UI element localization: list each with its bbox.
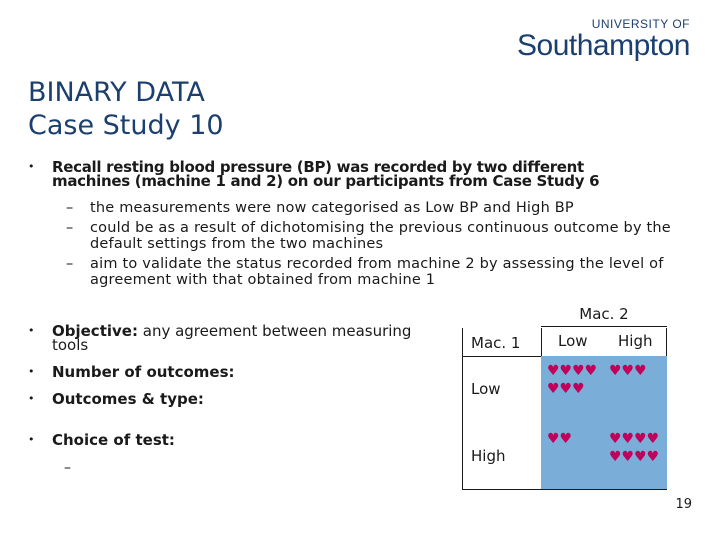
sub-bullet-item: – the measurements were now categorised as Low BP and High BP — [66, 200, 574, 216]
row-high-header: High — [471, 447, 506, 465]
objective-text: any agreement between measuring tools — [52, 322, 412, 354]
agreement-table — [462, 328, 667, 490]
table-divider — [463, 356, 541, 357]
col-high-header: High — [618, 332, 653, 350]
cell-high-low: ♥♥ — [547, 431, 573, 447]
bullet-dot: • — [28, 160, 35, 173]
sub-bullet-text: could be as a result of dichotomising the previous continuous outcome by the default settings from the two machines — [90, 220, 671, 252]
logo-main-text: Southampton — [517, 29, 690, 62]
sub-bullet-item: – aim to validate the status recorded from machine 2 by assessing the level of agreement with that obtained from machine 1 — [66, 256, 686, 288]
sub-bullet-item: – could be as a result of dichotomising the previous continuous outcome by the default settings from the two machines — [66, 220, 686, 252]
mac2-header: Mac. 2 — [541, 304, 667, 327]
col-low-header: Low — [558, 332, 588, 350]
mac1-header: Mac. 1 — [471, 334, 521, 352]
sub-bullet-text: aim to validate the status recorded from machine 2 by assessing the level of agreement with that obtained from machine 1 — [90, 256, 664, 288]
title-line-2: Case Study 10 — [28, 110, 224, 141]
logo-top-text: UNIVERSITY OF — [591, 17, 690, 31]
page-number: 19 — [675, 497, 692, 512]
row-low-header: Low — [471, 380, 501, 398]
university-logo — [517, 18, 690, 62]
outcomes-type-label: Outcomes & type: — [52, 390, 204, 408]
sub-bullet-text: the measurements were now categorised as Low BP and High BP — [90, 200, 574, 216]
choice-dash: – — [64, 460, 71, 476]
bullet-outcomes-type: • Outcomes & type: — [28, 390, 204, 408]
cell-high-high: ♥♥♥♥ ♥♥♥♥ — [609, 431, 660, 465]
bullet-choice-test: • Choice of test: — [28, 431, 175, 449]
bullet-number-outcomes: • Number of outcomes: — [28, 363, 235, 381]
choice-test-label: Choice of test: — [52, 431, 175, 449]
number-outcomes-label: Number of outcomes: — [52, 363, 235, 381]
cell-low-high: ♥♥♥ — [609, 363, 647, 379]
slide-title — [28, 76, 224, 142]
objective-label: Objective: — [52, 322, 138, 340]
bullet-recall-text: Recall resting blood pressure (BP) was recorded by two different machines (machine 1 and 2) on our participants from Case Study 6 — [52, 158, 600, 190]
sub-bullet-list — [66, 200, 686, 292]
bullet-recall — [28, 160, 648, 188]
table-divider — [541, 328, 542, 356]
bullet-objective: • Objective: any agreement between measuring tools — [28, 322, 412, 354]
title-line-1: BINARY DATA — [28, 77, 205, 108]
cell-low-low: ♥♥♥♥ ♥♥♥ — [547, 363, 598, 397]
